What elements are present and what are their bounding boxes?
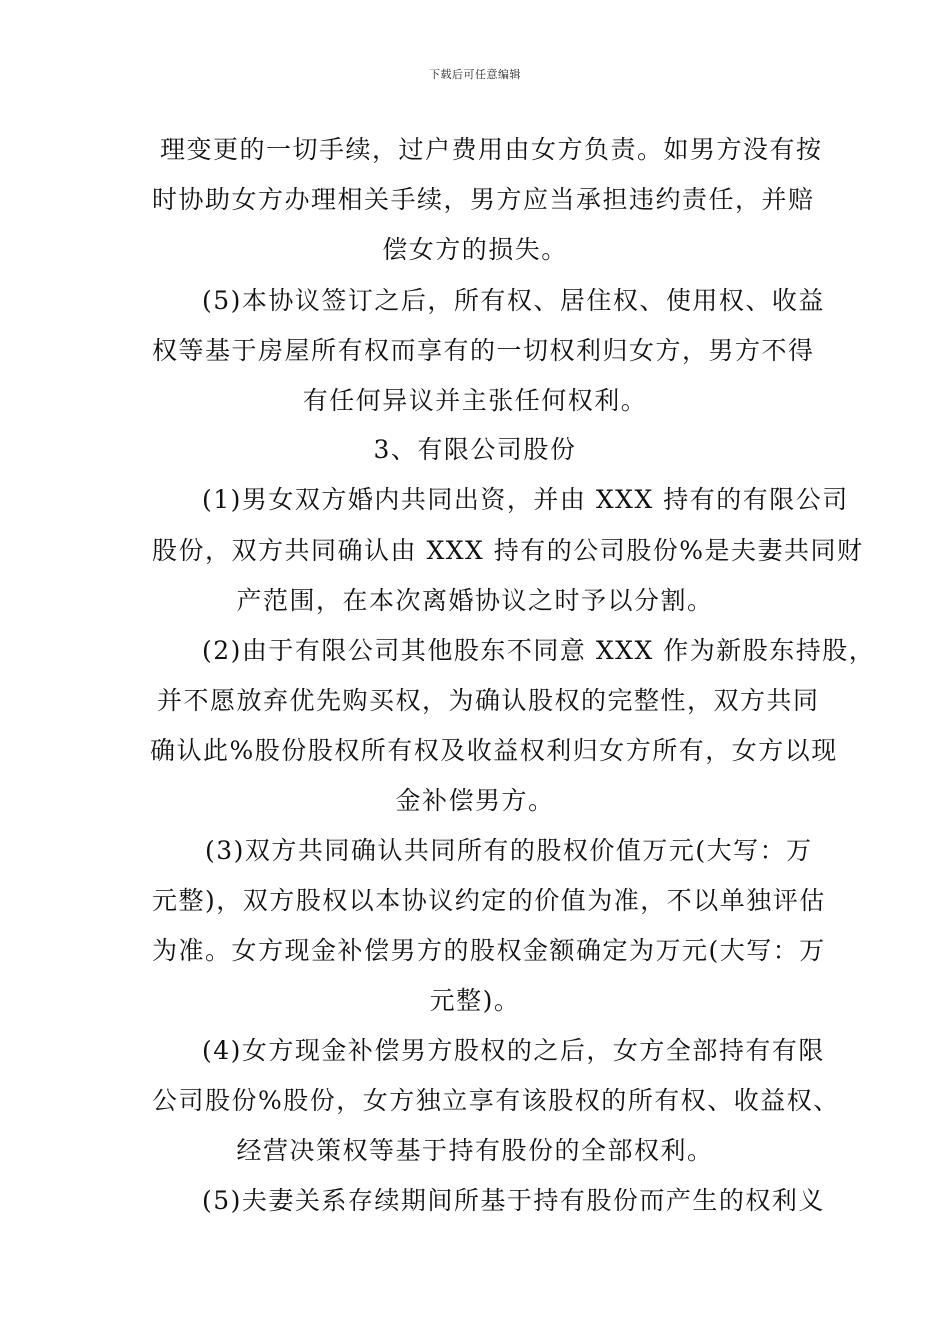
- page-header: 下载后可任意编辑: [429, 68, 521, 81]
- text-line: (1)男女双方婚内共同出资，并由 XXX 持有的有限公司: [202, 485, 849, 514]
- text-line: 并不愿放弃优先购买权，为确认股权的完整性，双方共同: [157, 686, 820, 715]
- text-line: 理变更的一切手续，过户费用由女方负责。如男方没有按: [160, 135, 823, 164]
- text-line: 产范围，在本次离婚协议之时予以分割。: [236, 586, 714, 615]
- text-line: (2)由于有限公司其他股东不同意 XXX 作为新股东持股，: [202, 636, 876, 665]
- text-line: 权等基于房屋所有权而享有的一切权利归女方，男方不得: [152, 336, 815, 365]
- text-line: 金补偿男方。: [395, 786, 555, 815]
- text-line: 元整)。: [429, 986, 521, 1015]
- text-line: 经营决策权等基于持有股份的全部权利。: [236, 1136, 714, 1165]
- text-line: 有任何异议并主张任何权利。: [302, 386, 648, 415]
- text-line: 偿女方的损失。: [382, 235, 568, 264]
- text-line: (5)夫妻关系存续期间所基于持有股份而产生的权利义: [202, 1186, 825, 1215]
- text-line: 公司股份%股份，女方独立享有该股权的所有权、收益权、: [152, 1086, 840, 1115]
- section-heading: 3、有限公司股份: [373, 435, 577, 464]
- text-line: (4)女方现金补偿男方股权的之后，女方全部持有有限: [202, 1036, 825, 1065]
- text-line: 确认此%股份股权所有权及收益权利归女方所有，女方以现: [150, 736, 838, 765]
- text-line: 元整)，双方股权以本协议约定的价值为准，不以单独评估: [152, 886, 826, 915]
- text-line: 为准。女方现金补偿男方的股权金额确定为万元(大写：万: [152, 936, 826, 965]
- text-line: (5)本协议签订之后，所有权、居住权、使用权、收益: [202, 286, 825, 315]
- text-line: (3)双方共同确认共同所有的股权价值万元(大写：万: [205, 836, 813, 865]
- text-line: 时协助女方办理相关手续，男方应当承担违约责任，并赔: [152, 185, 815, 214]
- text-line: 股份，双方共同确认由 XXX 持有的公司股份%是夫妻共同财: [152, 536, 864, 565]
